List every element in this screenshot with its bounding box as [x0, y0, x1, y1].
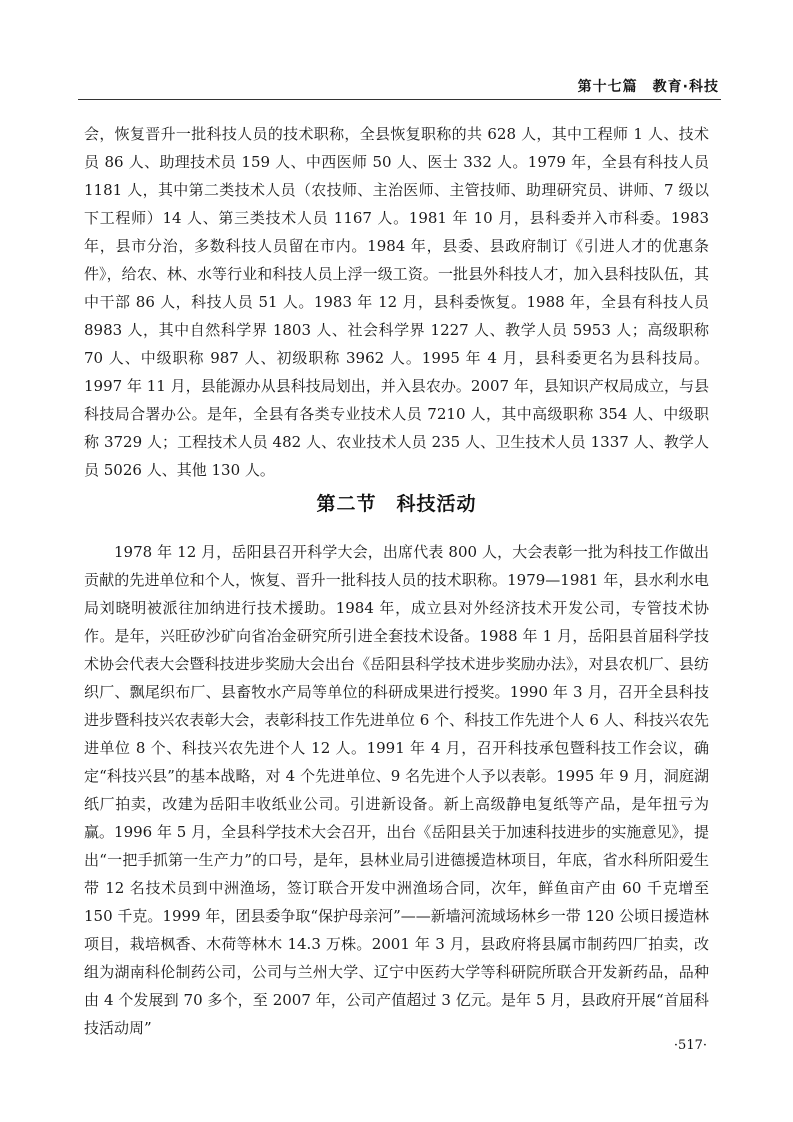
section-title: 第二节 科技活动 [316, 493, 477, 515]
running-header: 第十七篇 教育·科技 [577, 79, 719, 95]
paragraph-science-activities: 1978 年 12 月，岳阳县召开科学大会，出席代表 800 人，大会表彰一批为科技工作做出贡献的先进单位和个人，恢复、晋升一批科技人员的技术职称。1979—1981 年，县水利水电局刘晓明被派往加纳进行技术援助。1984 年，成立县对外经济技术开发公司，专管技术协作。是年，兴旺矽沙矿向省冶金研究所引进全套技术设备。1988 年 1 月，岳阳县首届科学技术协会代表大会暨科技进步奖励大会出台《岳阳县科学技术进步奖励办法》，对县农机厂、县纺织厂、飘尾织布厂、县畜牧水产局等单位的科研成果进行授奖。1990 年 3 月，召开全县科技进步暨科技兴农表彰大会，表彰科技工作先进单位 6 个、科技工作先进个人 6 人、科技兴农先进单位 8 个、科技兴农先进个人 12 人。1991 年 4 月，召开科技承包暨科技工作会议，确定“科技兴县”的基本战略，对 4 个先进单位、9 名先进个人予以表彰。1995 年 9 月，洞庭湖纸厂拍卖，改建为岳阳丰收纸业公司。引进新设备。新上高级静电复纸等产品，是年扭亏为赢。1996 年 5 月，全县科学技术大会召开，出台《岳阳县关于加速科技进步的实施意见》，提出“一把手抓第一生产力”的口号，是年，县林业局引进德援造林项目，年底，省水科所阳爱生带 12 名技术员到中洲渔场，签订联合开发中洲渔场合同，次年，鲜鱼亩产由 60 千克增至 150 千克。1999 年，团县委争取“保护母亲河”——新墙河流域场林乡一带 120 公顷日援造林项目，栽培枫香、木荷等林木 14.3 万株。2001 年 3 月，县政府将县属市制药四厂拍卖，改组为湖南科伦制药公司，公司与兰州大学、辽宁中医药大学等科研院所联合开发新药品，品种由 4 个发展到 70 多个，至 2007 年，公司产值超过 3 亿元。是年 5 月，县政府开展“首届科技活动周” [84, 543, 709, 1037]
page-number: ·517· [673, 1038, 707, 1053]
header-rule [78, 99, 721, 100]
paragraph-continued: 会，恢复晋升一批科技人员的技术职称，全县恢复职称的共 628 人，其中工程师 1 人、技术员 86 人、助理技术员 159 人、中西医师 50 人、医士 332 人。1979 年，全县有科技人员 1181 人，其中第二类技术人员（农技师、主治医师、主管技师、助理研究员、讲师、7 级以下工程师）14 人、第三类技术人员 1167 人。1981 年 10 月，县科委并入市科委。1983 年，县市分治，多数科技人员留在市内。1984 年，县委、县政府制订《引进人才的优惠条件》，给农、林、水等行业和科技人员上浮一级工资。一批县外科技人才，加入县科技队伍，其中干部 86 人，科技人员 51 人。1983 年 12 月，县科委恢复。1988 年，全县有科技人员 8983 人，其中自然科学界 1803 人、社会科学界 1227 人、教学人员 5953 人；高级职称 70 人、中级职称 987 人、初级职称 3962 人。1995 年 4 月，县科委更名为县科技局。1997 年 11 月，县能源办从县科技局划出，并入县农办。2007 年，县知识产权局成立，与县科技局合署办公。是年，全县有各类专业技术人员 7210 人，其中高级职称 354 人、中级职称 3729 人；工程技术人员 482 人、农业技术人员 235 人、卫生技术人员 1337 人、教学人员 5026 人、其他 130 人。 [84, 125, 709, 479]
